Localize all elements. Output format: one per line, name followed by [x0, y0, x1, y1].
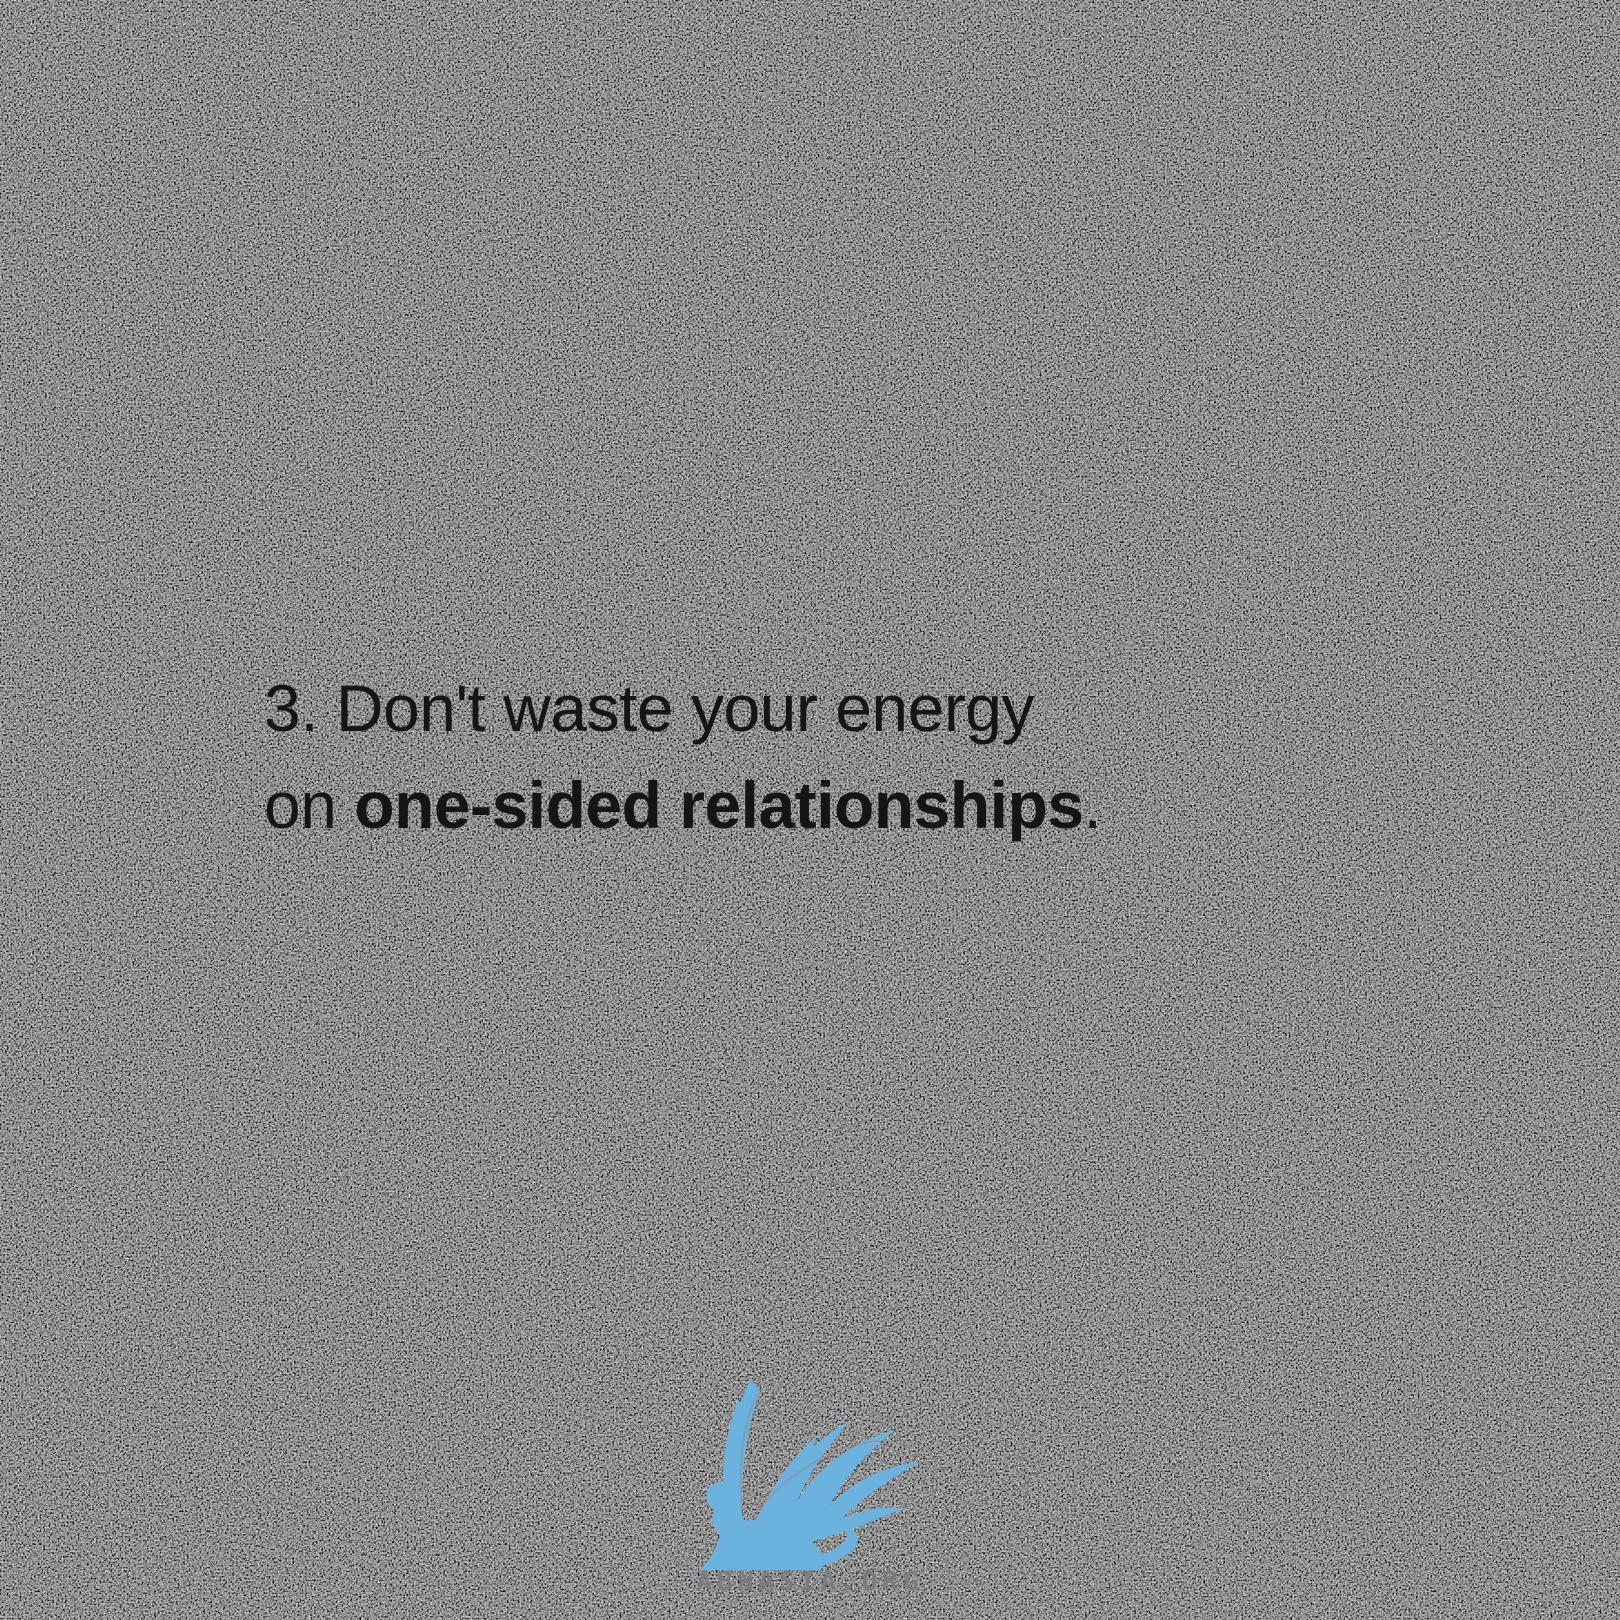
- site-name: ABNASIA.ORG: [696, 1567, 924, 1597]
- quote-line-2-bold: one-sided relationships: [354, 768, 1084, 842]
- quote-text: [264, 660, 1364, 854]
- quote-line-2-end: .: [1083, 768, 1102, 842]
- quote-line-2-regular: on: [264, 768, 355, 842]
- griffin-icon: [680, 1370, 940, 1580]
- quote-line-2: [264, 757, 1364, 854]
- quote-line-1: 3. Don't waste your energy: [264, 671, 1035, 745]
